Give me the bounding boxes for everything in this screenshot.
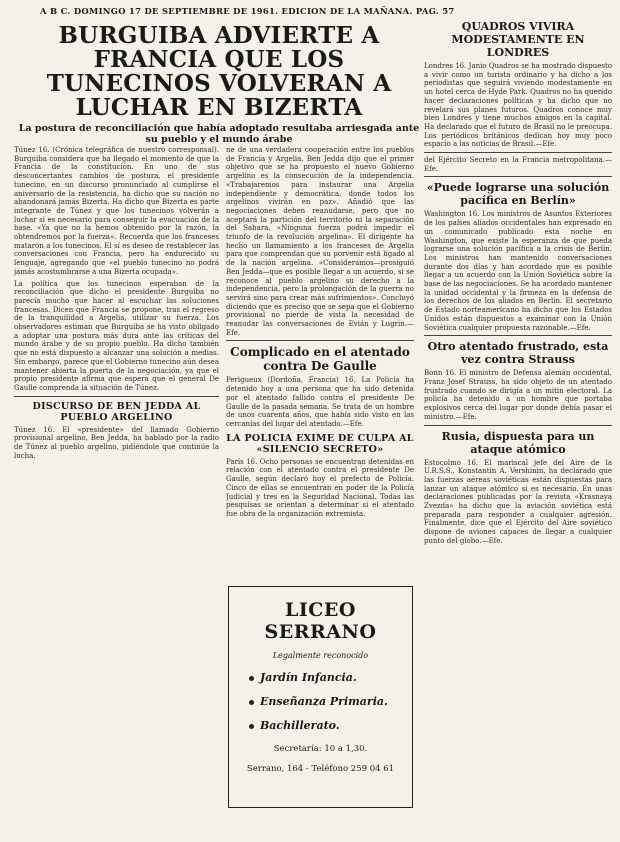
divider — [14, 396, 219, 397]
right-column — [424, 20, 612, 836]
page-header: A B C. DOMINGO 17 DE SEPTIEMBRE DE 1961. EDICION DE LA MAÑANA. PAG. 57 — [40, 6, 455, 16]
bullet-icon — [249, 700, 254, 705]
headline-strauss: Otro atentado frustrado, esta vez contra Strauss — [427, 340, 609, 367]
strauss-body: Bonn 16. El ministro de Defensa alemán occidental, Franz Josef Strauss, ha sido objeto de un atentado frustrado cuando se dirigía a un mitin electoral. La policía ha detenido a un hombre que portaba explosivos cerca del lugar por donde debía pasar el ministro.—Efe. — [424, 369, 612, 421]
headline-attentat: Complicado en el atentado contra De Gaulle — [230, 345, 410, 374]
divider — [424, 152, 612, 153]
berlin-body: Washington 16. Los ministros de Asuntos Exteriores de los países aliados occidentales han expresado en un comunicado publicado esta noche en Washington, que existe la esperanza de que pueda lograrse una solución pacífica a la crisis de Berlín. Los ministros han mantenido conversaciones durante dos días y han acordado que es posible llegar a un acuerdo con la Unión Soviética sobre la base de las negociaciones. Se ha acordado mantener la unidad occidental y la firmeza en la defensa de los derechos de los aliados en Berlín. El secretario de Estado norteamericano ha dicho que los Estados Unidos están dispuestos a examinar con la Unión Soviética cualquier propuesta razonable.—Efe. — [424, 210, 612, 332]
section-title-ben-jedda: DISCURSO DE BEN JEDDA AL PUEBLO ARGELINO — [32, 400, 201, 423]
divider — [424, 176, 612, 177]
advert-item: Jardín Infancia. — [249, 671, 412, 684]
liceo-serrano-advert — [228, 586, 413, 808]
advert-hours: Secretaría: 10 a 1,30. — [273, 744, 368, 754]
section-body-ben-jedda: Túnez 16. El «presidente» del llamado Gobierno provisional argelino, Ben Jedda, ha hablado por la radio de Túnez al pueblo argelino, pidiéndole que continúe la lucha. — [14, 425, 219, 460]
divider — [424, 335, 612, 336]
main-body-col1b: La política que los tunecinos esperaban de la reconciliación que dicho el presidente Burguiba no parecía mucho que hacer al escuchar las soluciones francesas. Dicen que Francia se propone, tras el regreso de la tranquilidad a Argelia, utilizar su fuerza. Los observadores estiman que Burguiba se ha visto obligado a adoptar una postura más dura ante las críticas del mundo árabe y de su propio pueblo. Ha dicho también que no está dispuesto a alcanzar una solución a medias. Sin embargo, parece que el Gobierno tunecino aún desea mantener abierta la puerta de la negociación, ya que el propio presidente afirma que espera que el general De Gaulle comprenda la situación de Túnez. — [14, 279, 219, 392]
police-body: París 16. Ocho personas se encuentran detenidas en relación con el atentado contra el presidente De Gaulle, según declaró hoy el prefecto de Policía. Cinco de ellas se encuentran en poder de la Policía Judicial y tres en la Seguridad Nacional. Todas las pesquisas se orientan a determinar si el atentado fue obra de la organización extremista. — [226, 457, 414, 518]
headline-berlin: «Puede lograrse una solución pacífica en Berlín» — [426, 181, 610, 208]
advert-title: LICEO SERRANO — [264, 599, 377, 643]
divider — [424, 425, 612, 426]
main-subhead: La postura de reconciliación que había adoptado resultaba arriesgada ante su pueblo y el mundo árabe — [18, 123, 420, 145]
middle-column — [226, 146, 414, 582]
bullet-icon — [249, 724, 254, 729]
bullet-icon — [249, 676, 254, 681]
headline-rusia: Rusia, dispuesta para un ataque atómico — [441, 429, 595, 456]
divider — [226, 340, 414, 341]
advert-item: Bachillerato. — [249, 719, 412, 732]
main-body-col2: ne de una verdadera cooperación entre los pueblos de Francia y Argelia. Ben Jedda dijo que el primer objetivo que se ha propuesto el nuevo Gobierno argelino es la consecución de la independencia. «Trabajaremos para instaurar una Argelia independiente y democrática, donde todos los argelinos vivirán en paz». Añadió que las negociaciones deben reanudarse, pero que no aceptará la partición del territorio ni la separación del Sahara. «Ninguna fuerza podrá impedir el triunfo de la revolución argelina». El dirigente ha hecho un llamamiento a los franceses de Argelia para que comprendan que su porvenir está ligado al de la nación argelina. «Consideramos—prosiguió Ben Jedda—que es posible llegar a un acuerdo, si se reconoce al pueblo argelino su derecho a la independencia, pero la prolongación de la guerra no servirá sino para crear más sufrimientos». Concluyó diciendo que es preciso que se sepa que el Gobierno provisional no pierde de vista la necesidad de reanudar las conversaciones de Evián y Lugrin.—Efe. — [226, 146, 414, 337]
advert-item: Enseñanza Primaria. — [249, 695, 412, 708]
rusia-body: Estocolmo 16. El mariscal jefe del Aire de la U.R.S.S., Konstantin A. Vershinin, ha declarado que las fuerzas aéreas soviéticas están dispuestas para lanzar un ataque atómico si es necesario. En unas declaraciones publicadas por la revista «Krasnaya Zvezda» ha dicho que la aviación soviética está preparada para responder a cualquier agresión. Finalmente, dice que el Ejército del Aire soviético dispone de aviones capaces de llegar a cualquier punto del globo.—Efe. — [424, 458, 612, 545]
attentat-body: Perigueux (Dordoña, Francia) 16. La Policía ha detenido hoy a una persona que ha sido detenida por el atentado fallido contra el presidente De Gaulle de la pasada semana. Se trata de un hombre de unos cuarenta años, que había sido visto en las cercanías del lugar del atentado.—Efe. — [226, 376, 414, 428]
advert-address: Serrano, 164 - Teléfono 259 04 61 — [246, 764, 395, 774]
left-column — [14, 146, 219, 836]
secret-army-tail: del Ejército Secreto en la Francia metropolitana.—Efe. — [424, 156, 612, 173]
main-headline: BURGUIBA ADVIERTE A FRANCIA QUE LOS TUNECINOS VOLVERAN A LUCHAR EN BIZERTA — [46, 24, 392, 121]
quadros-body: Londres 16. Janio Quadros se ha mostrado dispuesto a vivir como un turista ordinario y ha dicho a los periodistas que seguirá viviendo modestamente en un hotel cerca de Hyde Park. Quadros no ha querido hacer declaraciones políticas y ha dicho que no revelará sus planes futuros. Quadros conoce muy bien Londres y tiene muchos amigos en la capital. Ha declarado que el futuro de Brasil no le preocupa. Los periódicos británicos dedican hoy muy poco espacio a las noticias de Brasil.—Efe. — [424, 62, 612, 149]
advert-subtitle: Legalmente reconocido — [272, 651, 369, 660]
main-body-col1: Túnez 16. (Crónica telegráfica de nuestro corresponsal). Burguiba considera que ha llegado el momento de que la Francia de la constitución. En uno de sus desconcertantes cambios de postura, el presidente tunecino, en un discurso pronunciado al cumplirse el aniversario de la resistencia, ha dicho que su nación no abandonará jamás Bizerta. Ha dicho que Bizerta es parte integrante de Túnez y que los tunecinos volverán a luchar si es necesario para conseguir la evacuación de la base. «Ya que no la hemos obtenido por la razón, la obtendremos por la fuerza». Recuerda que los franceses mataron a los tunecinos. El sí es deseo de restablecer las conversaciones con Francia, pero ha endurecido su lenguaje, agregando que «el pueblo tunecino no podrá jamás acostumbrarse a una Bizerta ocupada». — [14, 146, 219, 276]
main-headline-block — [14, 24, 424, 148]
headline-police: LA POLICIA EXIME DE CULPA AL «SILENCIO SECRETO» — [226, 432, 414, 455]
headline-quadros: QUADROS VIVIRA MODESTAMENTE EN LONDRES — [451, 20, 585, 59]
